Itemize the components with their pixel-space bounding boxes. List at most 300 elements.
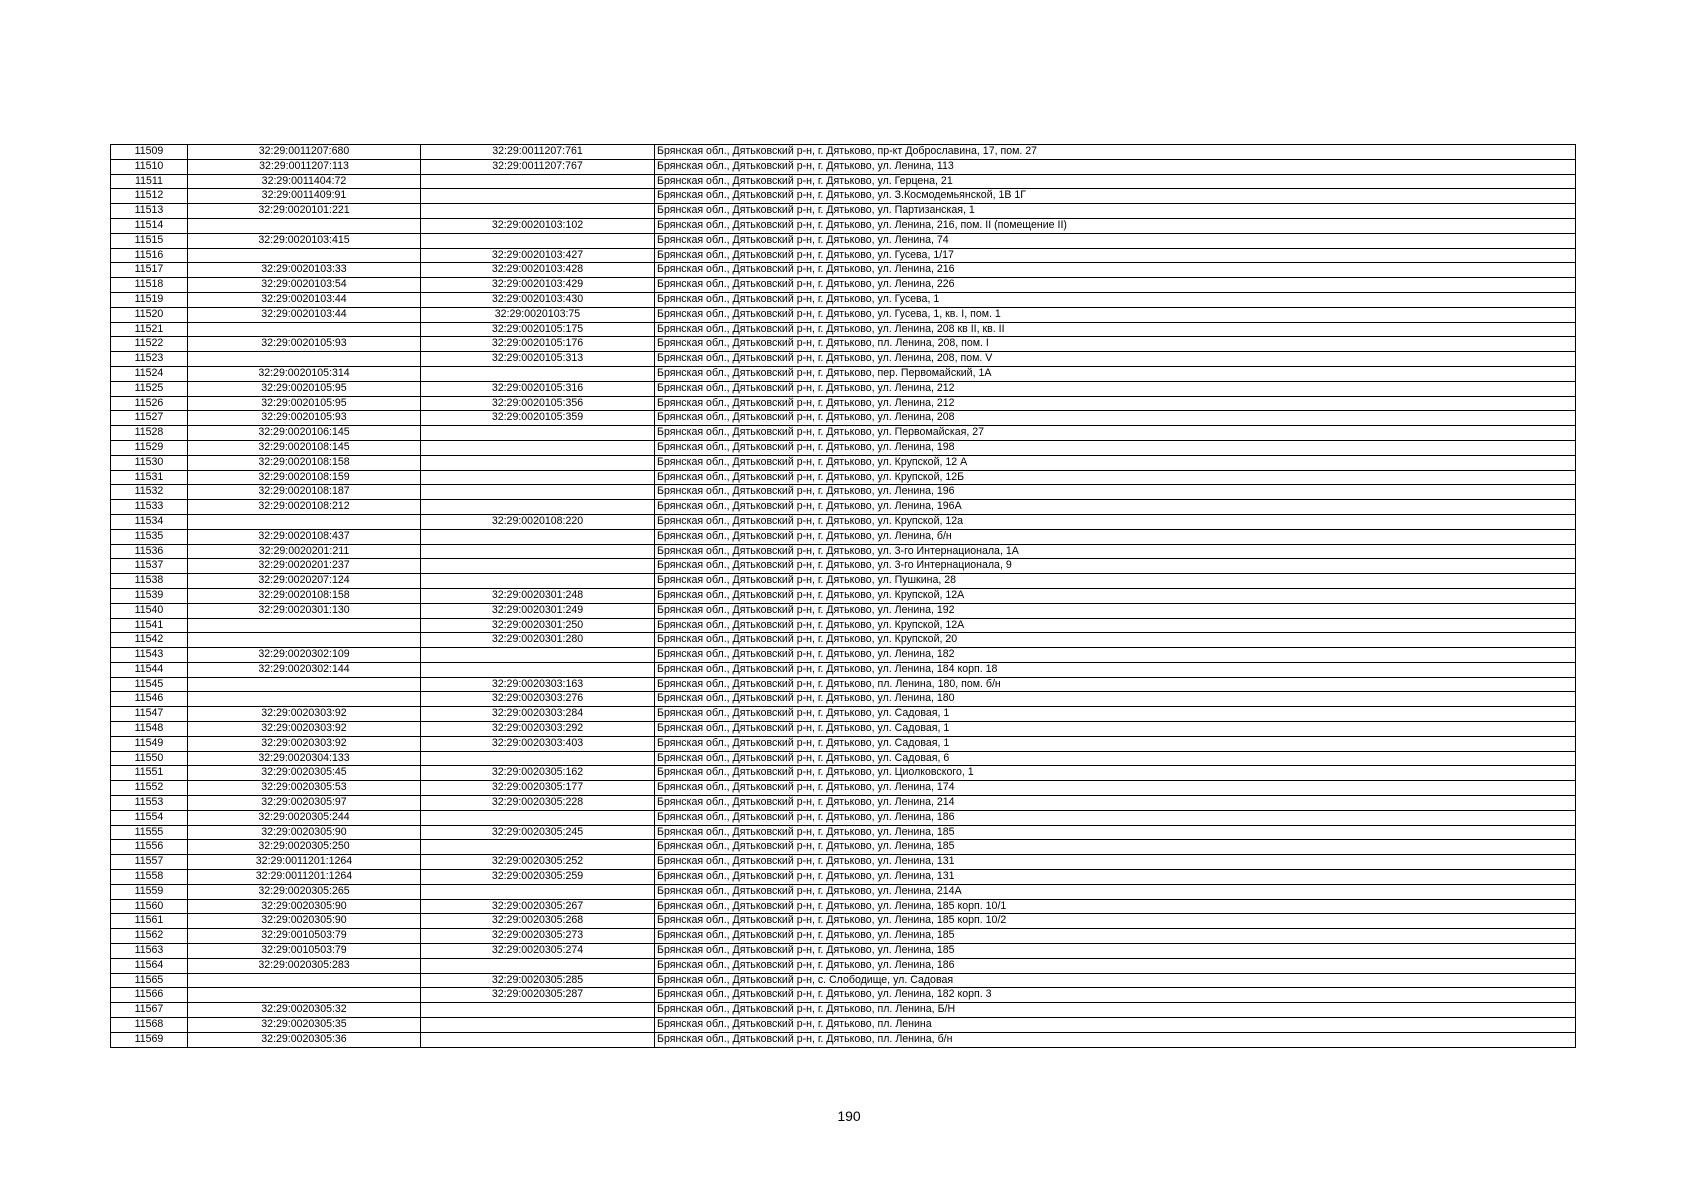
address-cell: Брянская обл., Дятьковский р-н, г. Дятьково, ул. Гусева, 1 bbox=[655, 292, 1576, 307]
parent-cadastral-number-cell bbox=[421, 559, 655, 574]
parent-cadastral-number-cell: 32:29:0020301:249 bbox=[421, 603, 655, 618]
cadastral-number-cell: 32:29:0020305:32 bbox=[188, 1003, 421, 1018]
parent-cadastral-number-cell: 32:29:0020103:428 bbox=[421, 263, 655, 278]
row-number-cell: 11536 bbox=[111, 544, 188, 559]
cadastral-number-cell: 32:29:0020106:145 bbox=[188, 426, 421, 441]
row-number-cell: 11561 bbox=[111, 914, 188, 929]
row-number-cell: 11544 bbox=[111, 662, 188, 677]
address-cell: Брянская обл., Дятьковский р-н, г. Дятьково, пл. Ленина, 180, пом. б/н bbox=[655, 677, 1576, 692]
row-number-cell: 11526 bbox=[111, 396, 188, 411]
table-row bbox=[111, 544, 1576, 559]
parent-cadastral-number-cell bbox=[421, 544, 655, 559]
address-cell: Брянская обл., Дятьковский р-н, г. Дятьково, ул. Ленина, 216 bbox=[655, 263, 1576, 278]
address-cell: Брянская обл., Дятьковский р-н, с. Слободище, ул. Садовая bbox=[655, 973, 1576, 988]
cadastral-number-cell: 32:29:0011207:113 bbox=[188, 159, 421, 174]
parent-cadastral-number-cell bbox=[421, 485, 655, 500]
row-number-cell: 11530 bbox=[111, 455, 188, 470]
row-number-cell: 11534 bbox=[111, 514, 188, 529]
parent-cadastral-number-cell bbox=[421, 884, 655, 899]
address-cell: Брянская обл., Дятьковский р-н, г. Дятьково, ул. Ленина, 208 bbox=[655, 411, 1576, 426]
row-number-cell: 11519 bbox=[111, 292, 188, 307]
address-cell: Брянская обл., Дятьковский р-н, г. Дятьково, ул. Герцена, 21 bbox=[655, 174, 1576, 189]
table-row bbox=[111, 1032, 1576, 1047]
row-number-cell: 11524 bbox=[111, 366, 188, 381]
address-cell: Брянская обл., Дятьковский р-н, г. Дятьково, ул. Крупской, 12А bbox=[655, 588, 1576, 603]
cadastral-number-cell: 32:29:0020304:133 bbox=[188, 751, 421, 766]
row-number-cell: 11527 bbox=[111, 411, 188, 426]
parent-cadastral-number-cell: 32:29:0020303:276 bbox=[421, 692, 655, 707]
address-cell: Брянская обл., Дятьковский р-н, г. Дятьково, ул. Садовая, 6 bbox=[655, 751, 1576, 766]
parent-cadastral-number-cell bbox=[421, 1003, 655, 1018]
row-number-cell: 11539 bbox=[111, 588, 188, 603]
address-cell: Брянская обл., Дятьковский р-н, г. Дятьково, пл. Ленина, 208, пом. I bbox=[655, 337, 1576, 352]
parent-cadastral-number-cell: 32:29:0020103:102 bbox=[421, 218, 655, 233]
table-row bbox=[111, 204, 1576, 219]
row-number-cell: 11516 bbox=[111, 248, 188, 263]
table-row bbox=[111, 485, 1576, 500]
table-row bbox=[111, 751, 1576, 766]
address-cell: Брянская обл., Дятьковский р-н, г. Дятьково, ул. Ленина, 185 корп. 10/1 bbox=[655, 899, 1576, 914]
cadastral-number-cell: 32:29:0020103:415 bbox=[188, 233, 421, 248]
cadastral-number-cell: 32:29:0020108:437 bbox=[188, 529, 421, 544]
row-number-cell: 11547 bbox=[111, 707, 188, 722]
cadastral-number-cell: 32:29:0020303:92 bbox=[188, 736, 421, 751]
cadastral-number-cell: 32:29:0020201:237 bbox=[188, 559, 421, 574]
row-number-cell: 11517 bbox=[111, 263, 188, 278]
cadastral-number-cell: 32:29:0020103:44 bbox=[188, 292, 421, 307]
row-number-cell: 11522 bbox=[111, 337, 188, 352]
parent-cadastral-number-cell: 32:29:0020305:267 bbox=[421, 899, 655, 914]
parent-cadastral-number-cell: 32:29:0020301:280 bbox=[421, 633, 655, 648]
table-row bbox=[111, 307, 1576, 322]
table-row bbox=[111, 366, 1576, 381]
cadastral-number-cell bbox=[188, 677, 421, 692]
cadastral-number-cell: 32:29:0011409:91 bbox=[188, 189, 421, 204]
parent-cadastral-number-cell: 32:29:0011207:767 bbox=[421, 159, 655, 174]
table-row bbox=[111, 233, 1576, 248]
parent-cadastral-number-cell: 32:29:0020105:175 bbox=[421, 322, 655, 337]
row-number-cell: 11537 bbox=[111, 559, 188, 574]
address-cell: Брянская обл., Дятьковский р-н, г. Дятьково, пл. Ленина bbox=[655, 1018, 1576, 1033]
address-cell: Брянская обл., Дятьковский р-н, г. Дятьково, ул. Ленина, 113 bbox=[655, 159, 1576, 174]
row-number-cell: 11551 bbox=[111, 766, 188, 781]
row-number-cell: 11535 bbox=[111, 529, 188, 544]
cadastral-number-cell bbox=[188, 514, 421, 529]
row-number-cell: 11558 bbox=[111, 870, 188, 885]
table-row bbox=[111, 722, 1576, 737]
table-row bbox=[111, 189, 1576, 204]
cadastral-number-cell: 32:29:0020305:45 bbox=[188, 766, 421, 781]
parent-cadastral-number-cell: 32:29:0020305:274 bbox=[421, 944, 655, 959]
row-number-cell: 11545 bbox=[111, 677, 188, 692]
row-number-cell: 11543 bbox=[111, 648, 188, 663]
parent-cadastral-number-cell: 32:29:0020305:228 bbox=[421, 796, 655, 811]
row-number-cell: 11532 bbox=[111, 485, 188, 500]
table-row bbox=[111, 825, 1576, 840]
row-number-cell: 11531 bbox=[111, 470, 188, 485]
address-cell: Брянская обл., Дятьковский р-н, г. Дятьково, ул. Ленина, 196А bbox=[655, 500, 1576, 515]
table-row bbox=[111, 944, 1576, 959]
parent-cadastral-number-cell: 32:29:0020303:292 bbox=[421, 722, 655, 737]
row-number-cell: 11510 bbox=[111, 159, 188, 174]
table-row bbox=[111, 292, 1576, 307]
cadastral-number-cell: 32:29:0020108:159 bbox=[188, 470, 421, 485]
cadastral-number-cell: 32:29:0020207:124 bbox=[188, 574, 421, 589]
cadastral-number-cell: 32:29:0020105:314 bbox=[188, 366, 421, 381]
cadastral-number-cell: 32:29:0020103:33 bbox=[188, 263, 421, 278]
table-row bbox=[111, 559, 1576, 574]
parent-cadastral-number-cell bbox=[421, 810, 655, 825]
address-cell: Брянская обл., Дятьковский р-н, г. Дятьково, пл. Ленина, Б/Н bbox=[655, 1003, 1576, 1018]
parent-cadastral-number-cell bbox=[421, 500, 655, 515]
row-number-cell: 11513 bbox=[111, 204, 188, 219]
parent-cadastral-number-cell: 32:29:0020305:268 bbox=[421, 914, 655, 929]
address-cell: Брянская обл., Дятьковский р-н, г. Дятьково, ул. Ленина, 186 bbox=[655, 958, 1576, 973]
cadastral-number-cell bbox=[188, 218, 421, 233]
cadastral-number-cell: 32:29:0011404:72 bbox=[188, 174, 421, 189]
row-number-cell: 11520 bbox=[111, 307, 188, 322]
cadastral-number-cell bbox=[188, 633, 421, 648]
table-row bbox=[111, 1018, 1576, 1033]
parent-cadastral-number-cell bbox=[421, 455, 655, 470]
cadastral-number-cell bbox=[188, 618, 421, 633]
address-cell: Брянская обл., Дятьковский р-н, г. Дятьково, ул. Гусева, 1/17 bbox=[655, 248, 1576, 263]
address-cell: Брянская обл., Дятьковский р-н, г. Дятьково, ул. Крупской, 12Б bbox=[655, 470, 1576, 485]
parent-cadastral-number-cell bbox=[421, 574, 655, 589]
parent-cadastral-number-cell: 32:29:0020103:75 bbox=[421, 307, 655, 322]
cadastral-number-cell: 32:29:0020201:211 bbox=[188, 544, 421, 559]
address-cell: Брянская обл., Дятьковский р-н, г. Дятьково, ул. Ленина, 208 кв II, кв. II bbox=[655, 322, 1576, 337]
cadastral-number-cell: 32:29:0020108:158 bbox=[188, 455, 421, 470]
address-cell: Брянская обл., Дятьковский р-н, г. Дятьково, ул. Крупской, 12 А bbox=[655, 455, 1576, 470]
table-row bbox=[111, 870, 1576, 885]
cadastral-number-cell: 32:29:0020108:145 bbox=[188, 440, 421, 455]
table-row bbox=[111, 633, 1576, 648]
table-row bbox=[111, 929, 1576, 944]
cadastral-number-cell bbox=[188, 973, 421, 988]
row-number-cell: 11550 bbox=[111, 751, 188, 766]
table-row bbox=[111, 500, 1576, 515]
table-row bbox=[111, 529, 1576, 544]
cadastral-number-cell: 32:29:0020302:144 bbox=[188, 662, 421, 677]
row-number-cell: 11521 bbox=[111, 322, 188, 337]
cadastral-number-cell: 32:29:0020305:283 bbox=[188, 958, 421, 973]
table-row bbox=[111, 618, 1576, 633]
parent-cadastral-number-cell: 32:29:0020305:177 bbox=[421, 781, 655, 796]
parent-cadastral-number-cell: 32:29:0020305:162 bbox=[421, 766, 655, 781]
parent-cadastral-number-cell: 32:29:0020303:403 bbox=[421, 736, 655, 751]
cadastral-number-cell bbox=[188, 248, 421, 263]
table-row bbox=[111, 381, 1576, 396]
table-row bbox=[111, 810, 1576, 825]
table-row bbox=[111, 440, 1576, 455]
address-cell: Брянская обл., Дятьковский р-н, г. Дятьково, ул. Ленина, 208, пом. V bbox=[655, 352, 1576, 367]
table-row bbox=[111, 603, 1576, 618]
parent-cadastral-number-cell: 32:29:0020301:248 bbox=[421, 588, 655, 603]
cadastral-number-cell: 32:29:0020305:244 bbox=[188, 810, 421, 825]
table-row bbox=[111, 648, 1576, 663]
address-cell: Брянская обл., Дятьковский р-н, г. Дятьково, ул. Ленина, 196 bbox=[655, 485, 1576, 500]
table-row bbox=[111, 766, 1576, 781]
address-cell: Брянская обл., Дятьковский р-н, г. Дятьково, ул. Крупской, 12а bbox=[655, 514, 1576, 529]
cadastral-number-cell: 32:29:0020301:130 bbox=[188, 603, 421, 618]
address-cell: Брянская обл., Дятьковский р-н, г. Дятьково, ул. 3-го Интернационала, 1А bbox=[655, 544, 1576, 559]
address-cell: Брянская обл., Дятьковский р-н, г. Дятьково, ул. Ленина, б/н bbox=[655, 529, 1576, 544]
parent-cadastral-number-cell: 32:29:0020305:287 bbox=[421, 988, 655, 1003]
table-row bbox=[111, 662, 1576, 677]
cadastral-number-cell: 32:29:0020305:90 bbox=[188, 914, 421, 929]
address-cell: Брянская обл., Дятьковский р-н, г. Дятьково, ул. Садовая, 1 bbox=[655, 736, 1576, 751]
table-row bbox=[111, 588, 1576, 603]
parent-cadastral-number-cell bbox=[421, 233, 655, 248]
row-number-cell: 11569 bbox=[111, 1032, 188, 1047]
address-cell: Брянская обл., Дятьковский р-н, г. Дятьково, ул. Садовая, 1 bbox=[655, 722, 1576, 737]
cadastral-number-cell: 32:29:0020101:221 bbox=[188, 204, 421, 219]
row-number-cell: 11549 bbox=[111, 736, 188, 751]
address-cell: Брянская обл., Дятьковский р-н, г. Дятьково, ул. Ленина, 198 bbox=[655, 440, 1576, 455]
table-row bbox=[111, 796, 1576, 811]
row-number-cell: 11565 bbox=[111, 973, 188, 988]
address-cell: Брянская обл., Дятьковский р-н, г. Дятьково, ул. Крупской, 20 bbox=[655, 633, 1576, 648]
address-cell: Брянская обл., Дятьковский р-н, г. Дятьково, ул. Ленина, 131 bbox=[655, 870, 1576, 885]
parent-cadastral-number-cell: 32:29:0020108:220 bbox=[421, 514, 655, 529]
row-number-cell: 11538 bbox=[111, 574, 188, 589]
table-row bbox=[111, 411, 1576, 426]
table-row bbox=[111, 855, 1576, 870]
row-number-cell: 11552 bbox=[111, 781, 188, 796]
parent-cadastral-number-cell bbox=[421, 440, 655, 455]
cadastral-number-cell: 32:29:0010503:79 bbox=[188, 929, 421, 944]
address-cell: Брянская обл., Дятьковский р-н, г. Дятьково, ул. Ленина, 180 bbox=[655, 692, 1576, 707]
cadastral-number-cell: 32:29:0020105:95 bbox=[188, 381, 421, 396]
cadastral-number-cell bbox=[188, 352, 421, 367]
table-row bbox=[111, 707, 1576, 722]
table-row bbox=[111, 218, 1576, 233]
table-row bbox=[111, 455, 1576, 470]
address-cell: Брянская обл., Дятьковский р-н, г. Дятьково, ул. Ленина, 212 bbox=[655, 381, 1576, 396]
cadastral-number-cell: 32:29:0020105:95 bbox=[188, 396, 421, 411]
address-cell: Брянская обл., Дятьковский р-н, г. Дятьково, ул. Ленина, 186 bbox=[655, 810, 1576, 825]
address-cell: Брянская обл., Дятьковский р-н, г. Дятьково, пр-кт Доброславина, 17, пом. 27 bbox=[655, 145, 1576, 160]
row-number-cell: 11555 bbox=[111, 825, 188, 840]
address-cell: Брянская обл., Дятьковский р-н, г. Дятьково, ул. Ленина, 131 bbox=[655, 855, 1576, 870]
cadastral-number-cell: 32:29:0020103:44 bbox=[188, 307, 421, 322]
address-cell: Брянская обл., Дятьковский р-н, г. Дятьково, ул. Ленина, 185 корп. 10/2 bbox=[655, 914, 1576, 929]
cadastral-number-cell: 32:29:0020305:36 bbox=[188, 1032, 421, 1047]
table-row bbox=[111, 248, 1576, 263]
address-cell: Брянская обл., Дятьковский р-н, г. Дятьково, ул. Ленина, 185 bbox=[655, 840, 1576, 855]
row-number-cell: 11553 bbox=[111, 796, 188, 811]
row-number-cell: 11546 bbox=[111, 692, 188, 707]
row-number-cell: 11548 bbox=[111, 722, 188, 737]
parent-cadastral-number-cell: 32:29:0020105:356 bbox=[421, 396, 655, 411]
cadastral-number-cell bbox=[188, 322, 421, 337]
table-row bbox=[111, 781, 1576, 796]
row-number-cell: 11525 bbox=[111, 381, 188, 396]
table-row bbox=[111, 574, 1576, 589]
row-number-cell: 11566 bbox=[111, 988, 188, 1003]
row-number-cell: 11512 bbox=[111, 189, 188, 204]
address-cell: Брянская обл., Дятьковский р-н, г. Дятьково, ул. Ленина, 182 корп. 3 bbox=[655, 988, 1576, 1003]
parent-cadastral-number-cell: 32:29:0020103:430 bbox=[421, 292, 655, 307]
table-row bbox=[111, 840, 1576, 855]
address-cell: Брянская обл., Дятьковский р-н, г. Дятьково, ул. З.Космодемьянской, 1В 1Г bbox=[655, 189, 1576, 204]
row-number-cell: 11523 bbox=[111, 352, 188, 367]
address-cell: Брянская обл., Дятьковский р-н, г. Дятьково, ул. Ленина, 74 bbox=[655, 233, 1576, 248]
cadastral-number-cell: 32:29:0011201:1264 bbox=[188, 870, 421, 885]
row-number-cell: 11540 bbox=[111, 603, 188, 618]
table-row bbox=[111, 1003, 1576, 1018]
parent-cadastral-number-cell bbox=[421, 1018, 655, 1033]
parent-cadastral-number-cell bbox=[421, 1032, 655, 1047]
row-number-cell: 11511 bbox=[111, 174, 188, 189]
address-cell: Брянская обл., Дятьковский р-н, г. Дятьково, ул. Ленина, 226 bbox=[655, 278, 1576, 293]
address-cell: Брянская обл., Дятьковский р-н, г. Дятьково, ул. Гусева, 1, кв. I, пом. 1 bbox=[655, 307, 1576, 322]
row-number-cell: 11529 bbox=[111, 440, 188, 455]
table-row bbox=[111, 677, 1576, 692]
row-number-cell: 11564 bbox=[111, 958, 188, 973]
address-cell: Брянская обл., Дятьковский р-н, г. Дятьково, пл. Ленина, б/н bbox=[655, 1032, 1576, 1047]
table-row bbox=[111, 174, 1576, 189]
address-cell: Брянская обл., Дятьковский р-н, г. Дятьково, ул. Садовая, 1 bbox=[655, 707, 1576, 722]
row-number-cell: 11515 bbox=[111, 233, 188, 248]
address-cell: Брянская обл., Дятьковский р-н, г. Дятьково, ул. 3-го Интернационала, 9 bbox=[655, 559, 1576, 574]
cadastral-number-cell: 32:29:0020305:97 bbox=[188, 796, 421, 811]
address-cell: Брянская обл., Дятьковский р-н, г. Дятьково, ул. Ленина, 185 bbox=[655, 929, 1576, 944]
parent-cadastral-number-cell bbox=[421, 958, 655, 973]
parent-cadastral-number-cell bbox=[421, 840, 655, 855]
address-cell: Брянская обл., Дятьковский р-н, г. Дятьково, ул. Ленина, 214 bbox=[655, 796, 1576, 811]
parent-cadastral-number-cell bbox=[421, 174, 655, 189]
cadastral-number-cell: 32:29:0020303:92 bbox=[188, 707, 421, 722]
table-row bbox=[111, 470, 1576, 485]
parent-cadastral-number-cell: 32:29:0020305:273 bbox=[421, 929, 655, 944]
address-cell: Брянская обл., Дятьковский р-н, г. Дятьково, ул. Ленина, 185 bbox=[655, 944, 1576, 959]
page-number: 190 bbox=[837, 1108, 861, 1124]
cadastral-number-cell: 32:29:0011207:680 bbox=[188, 145, 421, 160]
cadastral-number-cell: 32:29:0020108:158 bbox=[188, 588, 421, 603]
table-row bbox=[111, 914, 1576, 929]
cadastral-number-cell: 32:29:0020103:54 bbox=[188, 278, 421, 293]
parent-cadastral-number-cell: 32:29:0020105:313 bbox=[421, 352, 655, 367]
cadastral-number-cell: 32:29:0020108:212 bbox=[188, 500, 421, 515]
address-cell: Брянская обл., Дятьковский р-н, г. Дятьково, ул. Ленина, 182 bbox=[655, 648, 1576, 663]
table-row bbox=[111, 884, 1576, 899]
address-cell: Брянская обл., Дятьковский р-н, г. Дятьково, пер. Первомайский, 1А bbox=[655, 366, 1576, 381]
cadastral-table bbox=[110, 144, 1576, 1048]
table-row bbox=[111, 352, 1576, 367]
table-row bbox=[111, 973, 1576, 988]
parent-cadastral-number-cell: 32:29:0020303:163 bbox=[421, 677, 655, 692]
cadastral-number-cell: 32:29:0020303:92 bbox=[188, 722, 421, 737]
row-number-cell: 11533 bbox=[111, 500, 188, 515]
parent-cadastral-number-cell: 32:29:0020305:259 bbox=[421, 870, 655, 885]
parent-cadastral-number-cell: 32:29:0020105:316 bbox=[421, 381, 655, 396]
parent-cadastral-number-cell: 32:29:0020103:427 bbox=[421, 248, 655, 263]
row-number-cell: 11557 bbox=[111, 855, 188, 870]
parent-cadastral-number-cell: 32:29:0020305:252 bbox=[421, 855, 655, 870]
cadastral-number-cell: 32:29:0020305:250 bbox=[188, 840, 421, 855]
parent-cadastral-number-cell: 32:29:0011207:761 bbox=[421, 145, 655, 160]
address-cell: Брянская обл., Дятьковский р-н, г. Дятьково, ул. Ленина, 184 корп. 18 bbox=[655, 662, 1576, 677]
table-row bbox=[111, 322, 1576, 337]
cadastral-number-cell bbox=[188, 692, 421, 707]
cadastral-number-cell: 32:29:0020305:90 bbox=[188, 899, 421, 914]
parent-cadastral-number-cell: 32:29:0020103:429 bbox=[421, 278, 655, 293]
cadastral-number-cell bbox=[188, 988, 421, 1003]
row-number-cell: 11562 bbox=[111, 929, 188, 944]
parent-cadastral-number-cell: 32:29:0020301:250 bbox=[421, 618, 655, 633]
parent-cadastral-number-cell bbox=[421, 470, 655, 485]
parent-cadastral-number-cell bbox=[421, 366, 655, 381]
row-number-cell: 11509 bbox=[111, 145, 188, 160]
cadastral-number-cell: 32:29:0011201:1264 bbox=[188, 855, 421, 870]
table-row bbox=[111, 263, 1576, 278]
table-row bbox=[111, 278, 1576, 293]
parent-cadastral-number-cell: 32:29:0020105:176 bbox=[421, 337, 655, 352]
address-cell: Брянская обл., Дятьковский р-н, г. Дятьково, ул. Первомайская, 27 bbox=[655, 426, 1576, 441]
parent-cadastral-number-cell bbox=[421, 751, 655, 766]
parent-cadastral-number-cell: 32:29:0020305:245 bbox=[421, 825, 655, 840]
row-number-cell: 11560 bbox=[111, 899, 188, 914]
row-number-cell: 11542 bbox=[111, 633, 188, 648]
row-number-cell: 11563 bbox=[111, 944, 188, 959]
table-row bbox=[111, 159, 1576, 174]
table-row bbox=[111, 145, 1576, 160]
cadastral-number-cell: 32:29:0020305:90 bbox=[188, 825, 421, 840]
row-number-cell: 11559 bbox=[111, 884, 188, 899]
address-cell: Брянская обл., Дятьковский р-н, г. Дятьково, ул. Ленина, 216, пом. II (помещение II) bbox=[655, 218, 1576, 233]
address-cell: Брянская обл., Дятьковский р-н, г. Дятьково, ул. Ленина, 214А bbox=[655, 884, 1576, 899]
cadastral-number-cell: 32:29:0020305:35 bbox=[188, 1018, 421, 1033]
table-row bbox=[111, 988, 1576, 1003]
parent-cadastral-number-cell bbox=[421, 662, 655, 677]
parent-cadastral-number-cell bbox=[421, 204, 655, 219]
row-number-cell: 11556 bbox=[111, 840, 188, 855]
address-cell: Брянская обл., Дятьковский р-н, г. Дятьково, ул. Циолковского, 1 bbox=[655, 766, 1576, 781]
table-row bbox=[111, 426, 1576, 441]
parent-cadastral-number-cell: 32:29:0020105:359 bbox=[421, 411, 655, 426]
cadastral-number-cell: 32:29:0020305:53 bbox=[188, 781, 421, 796]
address-cell: Брянская обл., Дятьковский р-н, г. Дятьково, ул. Крупской, 12А bbox=[655, 618, 1576, 633]
table-row bbox=[111, 337, 1576, 352]
table-row bbox=[111, 514, 1576, 529]
parent-cadastral-number-cell bbox=[421, 189, 655, 204]
cadastral-number-cell: 32:29:0020105:93 bbox=[188, 337, 421, 352]
parent-cadastral-number-cell bbox=[421, 648, 655, 663]
table-row bbox=[111, 736, 1576, 751]
row-number-cell: 11541 bbox=[111, 618, 188, 633]
table-row bbox=[111, 396, 1576, 411]
row-number-cell: 11514 bbox=[111, 218, 188, 233]
parent-cadastral-number-cell: 32:29:0020305:285 bbox=[421, 973, 655, 988]
cadastral-number-cell: 32:29:0020302:109 bbox=[188, 648, 421, 663]
row-number-cell: 11567 bbox=[111, 1003, 188, 1018]
address-cell: Брянская обл., Дятьковский р-н, г. Дятьково, ул. Ленина, 174 bbox=[655, 781, 1576, 796]
address-cell: Брянская обл., Дятьковский р-н, г. Дятьково, ул. Ленина, 212 bbox=[655, 396, 1576, 411]
address-cell: Брянская обл., Дятьковский р-н, г. Дятьково, ул. Ленина, 192 bbox=[655, 603, 1576, 618]
row-number-cell: 11528 bbox=[111, 426, 188, 441]
address-cell: Брянская обл., Дятьковский р-н, г. Дятьково, ул. Партизанская, 1 bbox=[655, 204, 1576, 219]
row-number-cell: 11518 bbox=[111, 278, 188, 293]
row-number-cell: 11554 bbox=[111, 810, 188, 825]
row-number-cell: 11568 bbox=[111, 1018, 188, 1033]
table-body bbox=[111, 145, 1576, 1048]
parent-cadastral-number-cell: 32:29:0020303:284 bbox=[421, 707, 655, 722]
cadastral-number-cell: 32:29:0020305:265 bbox=[188, 884, 421, 899]
address-cell: Брянская обл., Дятьковский р-н, г. Дятьково, ул. Пушкина, 28 bbox=[655, 574, 1576, 589]
address-cell: Брянская обл., Дятьковский р-н, г. Дятьково, ул. Ленина, 185 bbox=[655, 825, 1576, 840]
